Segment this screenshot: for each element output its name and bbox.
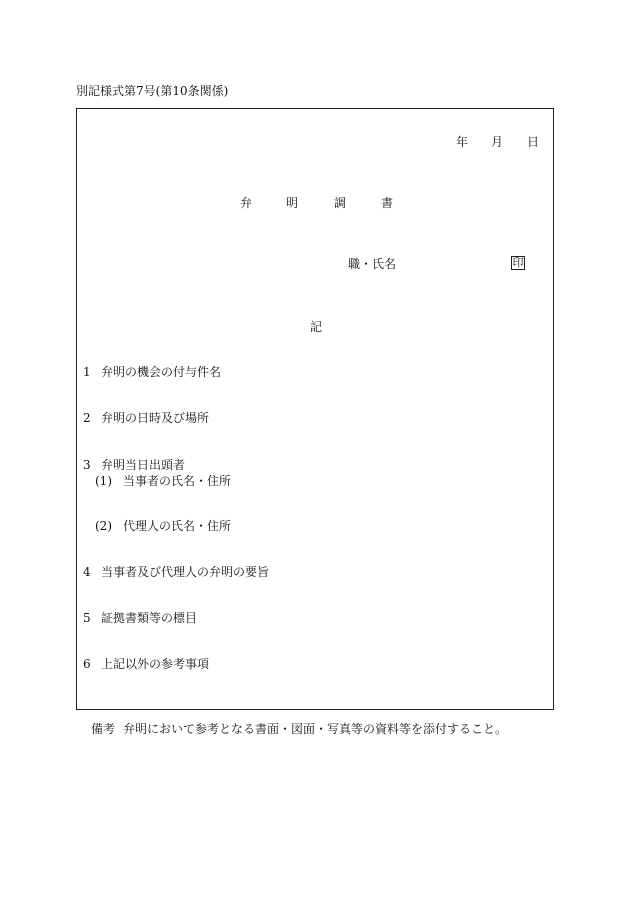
remarks [91,722,507,736]
item-label: 弁明当日出頭者 [101,458,186,472]
remarks-label: 備考 [91,722,116,736]
signer-label: 職・氏名 [348,257,397,271]
ki-heading: 記 [310,320,323,334]
subitem-label: 代理人の氏名・住所 [123,519,232,533]
item-6 [83,657,209,671]
item-5 [83,611,197,625]
item-number: 5 [83,611,91,625]
form-number: 別記様式第7号(第10条関係) [76,84,229,98]
item-number: 1 [83,365,91,379]
seal-mark: 印 [512,256,524,269]
date-month: 月 [491,135,504,149]
item-label: 弁明の機会の付与件名 [101,365,222,379]
item-3-2 [95,519,231,533]
subitem-number: (1) [95,474,112,488]
doc-title-char-4: 書 [381,196,394,210]
item-label: 上記以外の参考事項 [101,657,210,671]
doc-title-char-1: 弁 [240,196,253,210]
item-label: 当事者及び代理人の弁明の要旨 [101,565,270,579]
item-number: 6 [83,657,91,671]
item-number: 4 [83,565,91,579]
item-2 [83,411,209,425]
item-1 [83,365,221,379]
doc-title-char-3: 調 [334,196,347,210]
subitem-number: (2) [95,519,112,533]
item-number: 3 [83,458,91,472]
date-year: 年 [456,135,469,149]
remarks-text: 弁明において参考となる書面・図面・写真等の資料等を添付すること。 [123,722,508,736]
item-label: 弁明の日時及び場所 [101,411,210,425]
item-label: 証拠書類等の標目 [101,611,198,625]
date-day: 日 [527,135,540,149]
item-3 [83,458,185,472]
subitem-label: 当事者の氏名・住所 [123,474,232,488]
item-4 [83,565,269,579]
doc-title-char-2: 明 [286,196,299,210]
item-number: 2 [83,411,91,425]
item-3-1 [95,474,231,488]
